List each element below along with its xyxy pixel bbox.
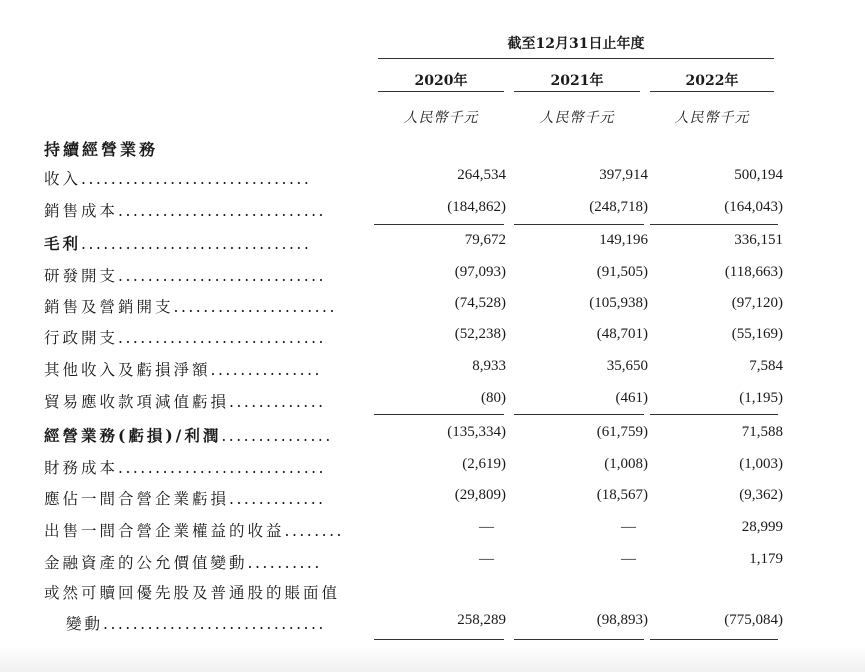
value-2021: (461) <box>615 390 648 406</box>
value-2021: 35,650 <box>606 358 648 374</box>
value-2022: (775,084) <box>724 612 783 628</box>
row-fv-change <box>0 551 865 575</box>
value-2022: 1,179 <box>749 551 783 567</box>
value-2021: (18,567) <box>596 487 648 503</box>
value-2021: (1,008) <box>604 456 648 472</box>
value-2022: (97,120) <box>731 295 783 311</box>
section-title: 持續經營業務 <box>44 140 159 159</box>
value-2020: 264,534 <box>457 167 506 183</box>
subtotal-rule-2022 <box>650 224 778 225</box>
row-label: 貿易應收款項減值虧損............. <box>44 393 326 411</box>
value-2020: (135,334) <box>447 424 506 440</box>
value-2020: 258,289 <box>457 612 506 628</box>
value-2021: 149,196 <box>599 232 648 248</box>
value-2020: (97,093) <box>454 264 506 280</box>
row-revenue <box>0 167 865 191</box>
row-jv-disposal-gain <box>0 519 865 543</box>
value-2022: (1,195) <box>739 390 783 406</box>
page-bottom-shadow <box>0 646 865 672</box>
row-label: 或然可贖回優先股及普通股的賬面值 <box>44 584 341 602</box>
unit-label-2022: 人民幣千元 <box>674 110 750 126</box>
year-underline-2022 <box>650 91 774 92</box>
value-2022: 71,588 <box>741 424 783 440</box>
value-2021: — <box>621 519 636 535</box>
year-header-2020: 2020年 <box>414 73 468 89</box>
row-finance-costs <box>0 456 865 480</box>
row-label: 毛利............................... <box>44 234 312 253</box>
row-label: 行政開支............................ <box>44 329 326 347</box>
value-2022: (55,169) <box>731 326 783 342</box>
value-2022: (9,362) <box>739 487 783 503</box>
row-label: 變動.............................. <box>66 615 326 633</box>
period-underline <box>378 58 774 59</box>
bottom-rule-2022 <box>650 639 778 640</box>
row-rnd-expenses <box>0 264 865 288</box>
value-2021: (91,505) <box>596 264 648 280</box>
row-impairment <box>0 390 865 414</box>
value-2020: (74,528) <box>454 295 506 311</box>
row-jv-loss <box>0 487 865 511</box>
value-2021: (105,938) <box>589 295 648 311</box>
value-2022: 28,999 <box>741 519 783 535</box>
row-label: 其他收入及虧損淨額............... <box>44 361 322 379</box>
row-operating-result <box>0 424 865 448</box>
row-label: 財務成本............................ <box>44 459 326 477</box>
unit-label-2020: 人民幣千元 <box>403 110 479 126</box>
value-2021: (98,893) <box>596 612 648 628</box>
year-header-2021: 2021年 <box>550 73 604 89</box>
bottom-rule-2020 <box>374 639 504 640</box>
value-2021: (48,701) <box>596 326 648 342</box>
subtotal-rule-2020 <box>374 414 504 415</box>
value-2022: (164,043) <box>724 199 783 215</box>
row-label: 收入............................... <box>44 170 312 188</box>
bottom-rule-2021 <box>514 639 644 640</box>
row-label: 銷售成本............................ <box>44 202 326 220</box>
value-2020: (29,809) <box>454 487 506 503</box>
row-gross-profit <box>0 232 865 256</box>
value-2020: — <box>479 519 494 535</box>
value-2022: 336,151 <box>734 232 783 248</box>
value-2020: (2,619) <box>462 456 506 472</box>
row-label: 銷售及營銷開支...................... <box>44 298 337 316</box>
row-label: 研發開支............................ <box>44 267 326 285</box>
row-label: 出售一間合營企業權益的收益........ <box>44 522 344 540</box>
value-2022: 500,194 <box>734 167 783 183</box>
value-2021: — <box>621 551 636 567</box>
row-selling-marketing <box>0 295 865 319</box>
row-preferred-shares-change <box>0 612 865 636</box>
row-cost-of-sales <box>0 199 865 223</box>
value-2020: (52,238) <box>454 326 506 342</box>
value-2022: (118,663) <box>724 264 783 280</box>
subtotal-rule-2022 <box>650 414 778 415</box>
value-2021: (248,718) <box>589 199 648 215</box>
value-2022: 7,584 <box>749 358 783 374</box>
value-2022: (1,003) <box>739 456 783 472</box>
row-admin-expenses <box>0 326 865 350</box>
row-label: 金融資產的公允價值變動.......... <box>44 554 322 572</box>
row-other-income <box>0 358 865 382</box>
year-underline-2021 <box>514 91 640 92</box>
value-2020: (80) <box>481 390 506 406</box>
unit-label-2021: 人民幣千元 <box>539 110 615 126</box>
value-2021: 397,914 <box>599 167 648 183</box>
subtotal-rule-2021 <box>514 414 644 415</box>
row-label: 經營業務(虧損)/利潤............... <box>44 426 333 445</box>
value-2020: 8,933 <box>472 358 506 374</box>
value-2021: (61,759) <box>596 424 648 440</box>
year-underline-2020 <box>378 91 504 92</box>
value-2020: (184,862) <box>447 199 506 215</box>
row-label: 應佔一間合營企業虧損............. <box>44 490 326 508</box>
period-header: 截至12月31日止年度 <box>507 36 645 52</box>
subtotal-rule-2020 <box>374 224 504 225</box>
value-2020: — <box>479 551 494 567</box>
subtotal-rule-2021 <box>514 224 644 225</box>
row-preferred-shares-title <box>0 581 865 605</box>
value-2020: 79,672 <box>464 232 506 248</box>
year-header-2022: 2022年 <box>685 73 739 89</box>
